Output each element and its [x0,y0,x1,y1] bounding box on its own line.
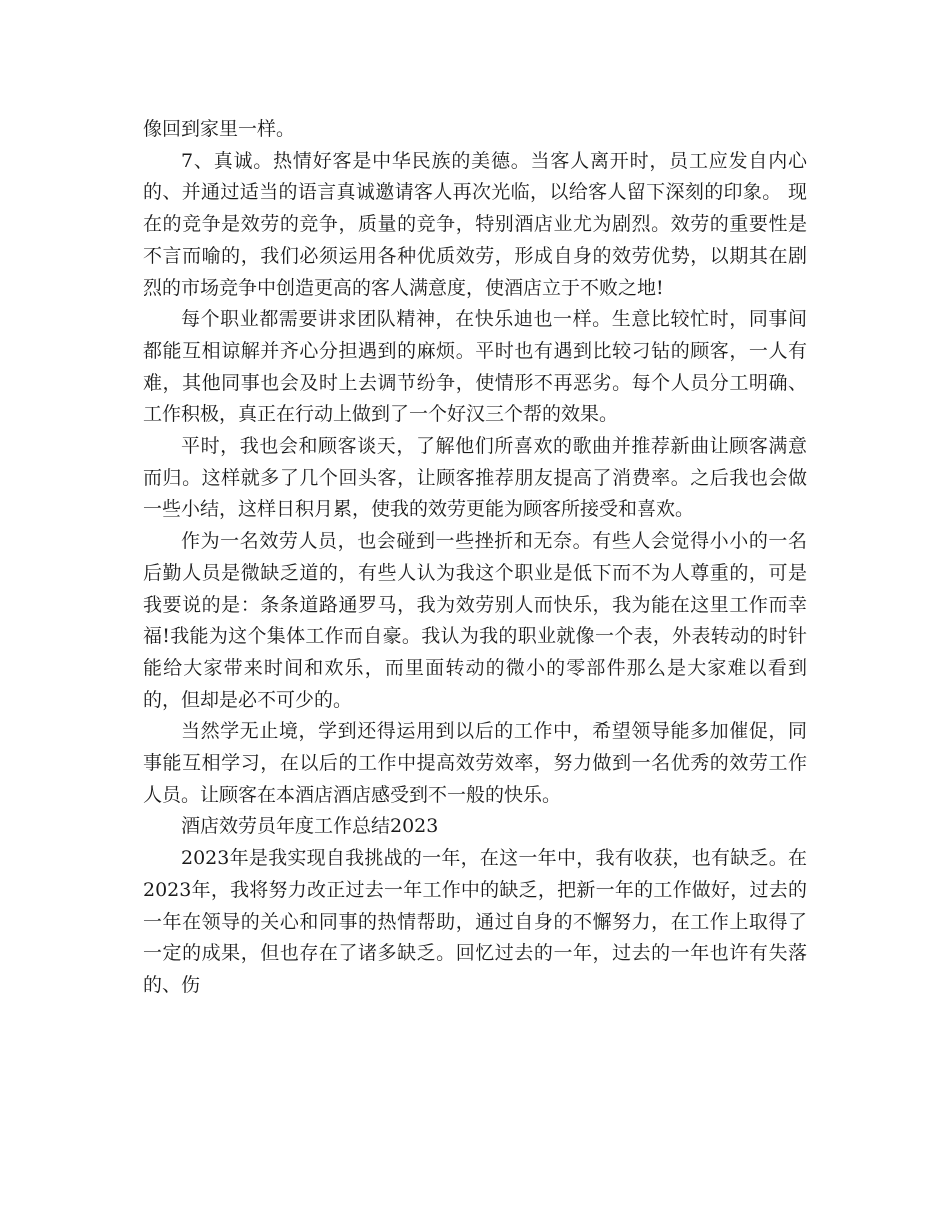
section-heading: 酒店效劳员年度工作总结2023 [181,815,439,838]
paragraph-learning: 当然学无止境，学到还得运用到以后的工作中，希望领导能多加催促，同事能互相学习，在以后的工作中提高效劳效率，努力做到一名优秀的效劳工作人员。让顾客在本酒店酒店感受到不一般的快乐。 [143,720,807,806]
paragraph-teamwork: 每个职业都需要讲求团队精神，在快乐迪也一样。生意比较忙时，同事间都能互相谅解并齐心分担遇到的麻烦。平时也有遇到比较刁钻的顾客，一人有难，其他同事也会及时上去调节纷争，使情形不再恶劣。每个人员分工明确、工作积极，真正在行动上做到了一个好汉三个帮的效果。 [143,308,807,426]
document-body [143,114,807,1002]
paragraph-continuation: 像回到家里一样。 [143,118,296,140]
paragraph-setbacks: 作为一名效劳人员，也会碰到一些挫折和无奈。有些人会觉得小小的一名后勤人员是微缺乏道的，有些人认为我这个职业是低下而不为人尊重的，可是我要说的是：条条道路通罗马，我为效劳别人而快乐，我为能在这里工作而幸福!我能为这个集体工作而自豪。我认为我的职业就像一个表，外表转动的时针能给大家带来时间和欢乐，而里面转动的微小的零部件那么是大家难以看到的，但却是必不可少的。 [143,530,807,711]
paragraph-annual-summary: 2023年是我实现自我挑战的一年，在这一年中，我有收获，也有缺乏。在2023年，我将努力改正过去一年工作中的缺乏，把新一年的工作做好，过去的一年在领导的关心和同事的热情帮助，通过自身的不懈努力，在工作上取得了一定的成果，但也存在了诸多缺乏。回忆过去的一年，过去的一年也许有失落的、伤 [143,847,807,996]
paragraph-sincerity: 7、真诚。热情好客是中华民族的美德。当客人离开时，员工应发自内心的、并通过适当的语言真诚邀请客人再次光临，以给客人留下深刻的印象。 现在的竞争是效劳的竞争，质量的竞争，特别酒店业尤为剧烈。效劳的重要性是不言而喻的，我们必须运用各种优质效劳，形成自身的效劳优势，以期其在剧烈的市场竞争中创造更高的客人满意度，使酒店立于不败之地! [143,149,807,299]
paragraph-customer-chat: 平时，我也会和顾客谈天，了解他们所喜欢的歌曲并推荐新曲让顾客满意而归。这样就多了几个回头客，让顾客推荐朋友提高了消费率。之后我也会做一些小结，这样日积月累，使我的效劳更能为顾客所接受和喜欢。 [143,435,807,521]
